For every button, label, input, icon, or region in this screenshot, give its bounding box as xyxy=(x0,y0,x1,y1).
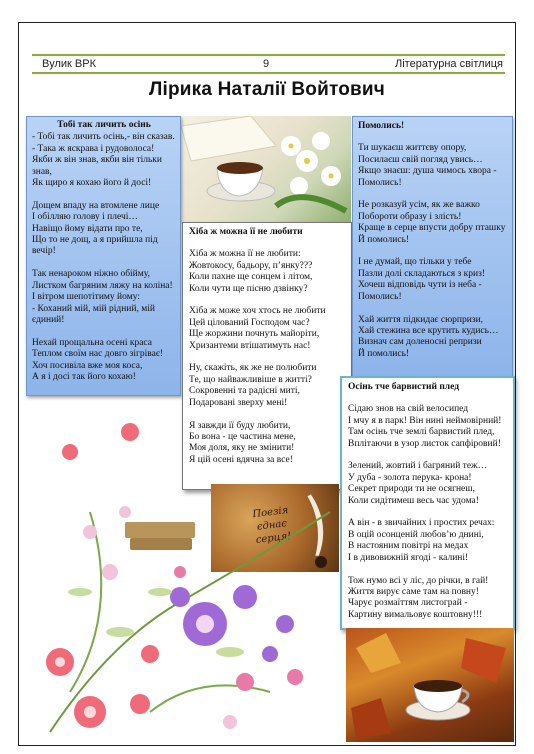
poem-text: Хіба ж можна її не любити: Жовтокосу, бадьору, п’янку??? Коли пахне ще сонцем і літом, Коли чути ще пісню дзвінку? Хіба ж може хоч хтось не любити Цей цілований Господом час? Ще жоржини почнуть майоріти, Хризантеми втішатимуть нас! Ну, скажіть, як же не полюбити Те, що найважливіше в житті? Сокровенні та радісні миті, Подаровані зверху мені! Я завжди її буду любити, Бо вона - це частина мене, Моя доля, яку не змінити! Я цій осені вдячна за все! xyxy=(189,249,326,465)
tea-cup-illustration xyxy=(181,116,351,224)
poem-title: Осінь тче барвистий плед xyxy=(348,382,460,392)
page-header xyxy=(32,54,505,74)
page-number: 9 xyxy=(263,58,270,70)
poem-tobi-tak-lychyt-osin xyxy=(26,116,181,396)
poem-text: Ти шукаєш життєву опору, Посилаєш свій погляд увись… Якщо знаєш: душа чимось хвора - Помолись! Не розказуй усім, як же важко Побороти образу і злість! Краще в серце впусти добру пташку Й помолись! І не думай, що тільки у тебе Пазли долі складаються з криз! Хочеш відповідь чути із неба - Помолись! Хай життя підкидає сюрпризи, Хай стежина все крутить кудись… Визнач сам доленосні репризи Й помолись! xyxy=(358,143,506,359)
coffee-leaves-illustration xyxy=(346,628,514,742)
header-right: Літературна світлиця xyxy=(395,58,503,70)
autumn-coffee-image xyxy=(346,628,514,742)
poem-text: Сідаю знов на свій велосипед І мчу я в парк! Він нині неймовірний! Там осінь тче землі барвистий плед, Вплітаючи в узор листок сапфіровий! Зелений, жовтий і багряний теж… У дуба - золота перука- крона! Секрет природи ти не осягнеш, Коли сидітимеш весь час удома! А він - в звичайних і простих речах: В оцій осонценій любов’ю днині, В настояним повітрі на медах І в дивовижній ягоді - калині! Тож нумо всі у ліс, до річки, в гай! Життя вирує саме там на повну! Чарує розмаїттям листограй - Картину вимальовує коштовну!!! xyxy=(348,404,502,620)
tea-flowers-image xyxy=(181,116,351,224)
flowers-illustration xyxy=(30,392,340,744)
poem-title: Хіба ж можна її не любити xyxy=(189,227,303,237)
poem-title: Помолись! xyxy=(358,121,405,131)
poem-title: Тобі так личить осінь xyxy=(57,120,151,130)
page-title: Лірика Наталії Войтович xyxy=(148,79,386,100)
poem-text: - Тобі так личить осінь,- він сказав. - Така ж яскрава і рудоволоса! Якби ж він знав, якби він тільки знав, Як щиро я кохаю його й досі! Дощем впаду на втомлене лице І обілляю голову і плечі… Навіщо йому відати про те, Що то не дощ, а я прийшла під вечір! Так ненароком ніжно обійму, Листком багряним ляжу на коліна! І вітром шепотітиму йому: - Коханий мій, мій рідний, мій єдиний! Нехай прощальна осені краса Теплом своїм нас довго зігріває! Хоч посивіла вже моя коса, А я і досі так його кохаю! xyxy=(32,132,175,382)
poem-pomolys xyxy=(352,116,513,378)
poetry-card-text: Поезія єднає серця! xyxy=(251,504,292,547)
header-left: Вулик ВРК xyxy=(42,58,96,70)
floral-decoration xyxy=(30,392,340,744)
poem-osin-tche-plyed xyxy=(340,376,515,630)
